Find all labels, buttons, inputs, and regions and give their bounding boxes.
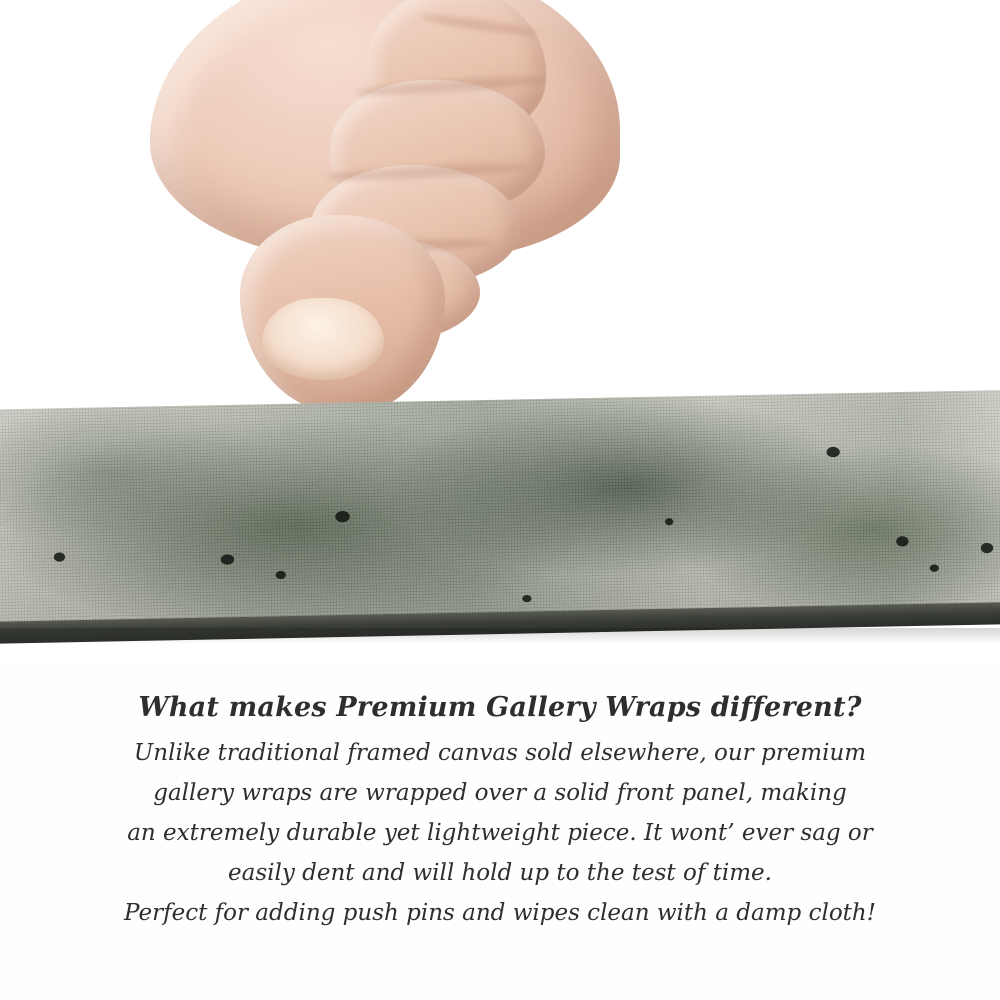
caption-line: Unlike traditional framed canvas sold elsewhere, our premium (133, 740, 867, 766)
canvas-speck (930, 564, 939, 571)
canvas-drop-shadow (0, 628, 1000, 644)
thumbnail (262, 298, 384, 380)
canvas-speck (981, 543, 994, 554)
canvas-speck (826, 447, 840, 458)
caption-title: What makes Premium Gallery Wraps different? (138, 692, 862, 723)
caption-block (0, 692, 1000, 933)
canvas-wrap-edge (0, 390, 1000, 631)
canvas-speck (54, 552, 66, 561)
canvas-speck (335, 511, 350, 523)
hand-illustration (120, 0, 640, 430)
caption-line: easily dent and will hold up to the test of time. (228, 860, 772, 886)
canvas-speck (276, 571, 286, 579)
canvas-speck (665, 518, 673, 525)
canvas-speck (522, 595, 531, 602)
canvas-speck (221, 554, 235, 565)
caption-line: an extremely durable yet lightweight piece. It wont’ ever sag or (127, 820, 873, 846)
caption-line: Perfect for adding push pins and wipes clean with a damp cloth! (124, 900, 876, 926)
canvas-speck (896, 536, 909, 547)
caption-line: gallery wraps are wrapped over a solid front panel, making (153, 780, 847, 806)
